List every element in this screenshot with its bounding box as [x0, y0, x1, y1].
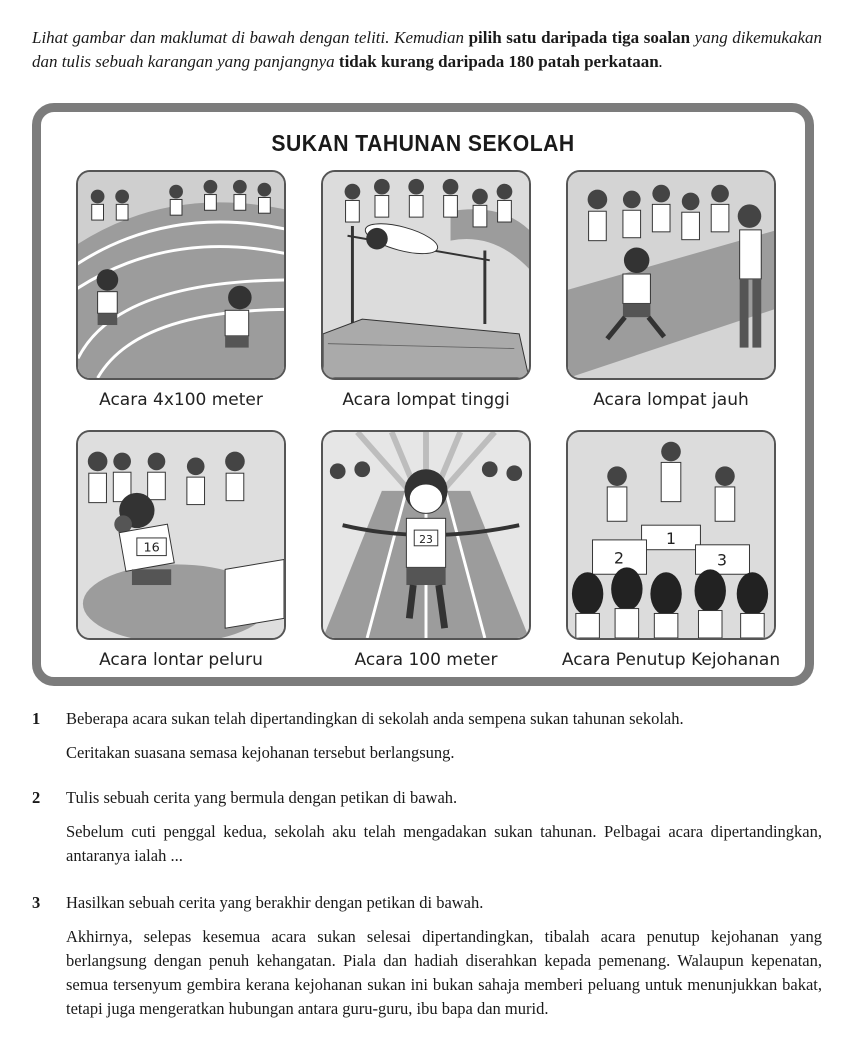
- question-detail: Ceritakan suasana semasa kejohanan tersebut berlangsung.: [66, 743, 455, 762]
- panel-caption: Acara Penutup Kejohanan: [561, 650, 781, 670]
- podium-number: 3: [717, 550, 728, 570]
- podium-number: 1: [666, 528, 676, 548]
- question-2: [32, 786, 822, 868]
- question-text: Beberapa acara sukan telah dipertandingkan di sekolah anda sempena sukan tahunan sekolah.: [66, 709, 684, 728]
- long-jump-drawing: [568, 172, 774, 378]
- podium-number: 2: [614, 548, 625, 568]
- high-jump-illustration: [321, 170, 531, 380]
- question-text: Hasilkan sebuah cerita yang berakhir dengan petikan di bawah.: [66, 893, 484, 912]
- relay-race-drawing: [78, 172, 284, 378]
- podium-ceremony-drawing: [568, 432, 774, 638]
- panel-caption: Acara lompat tinggi: [342, 390, 510, 410]
- question-1: [32, 707, 822, 765]
- instructions-text: yang dikemukakan dan tulis sebuah karangan yang panjangnya: [32, 28, 822, 71]
- high-jump-drawing: [323, 172, 529, 378]
- question-excerpt: Akhirnya, selepas kesemua acara sukan selesai dipertandingkan, tibalah acara penutup kejohanan yang berlangsung dengan penuh kehangatan. Piala dan hadiah diserahkan kepada pemenang. Walaupun kepenatan, semua tersenyum gembira kerana kejohanan sukan ini bukan sahaja memberi peluang untuk menunjukkan bakat, tetapi juga mengeratkan hubungan antara guru-guru, ibu bapa dan murid.: [66, 927, 822, 1018]
- panel-caption: Acara lontar peluru: [99, 650, 263, 670]
- instructions-text: Lihat gambar dan maklumat di bawah dengan teliti. Kemudian: [32, 28, 469, 47]
- shot-put-illustration: [76, 430, 286, 640]
- bib-number: 23: [419, 532, 433, 546]
- panel-caption: Acara 4x100 meter: [99, 390, 263, 410]
- panel-caption: Acara lompat jauh: [593, 390, 749, 410]
- question-number: 2: [32, 788, 41, 807]
- instructions-text: .: [658, 52, 663, 71]
- frame-title: SUKAN TAHUNAN SEKOLAH: [271, 130, 575, 156]
- instructions: [32, 26, 822, 74]
- question-text: Tulis sebuah cerita yang bermula dengan petikan di bawah.: [66, 788, 458, 807]
- instructions-emphasis: pilih satu daripada tiga soalan: [468, 28, 691, 47]
- sprint-finish-drawing: [323, 432, 529, 638]
- illustration-frame: [32, 103, 814, 686]
- question-number: 3: [32, 893, 41, 912]
- question-3: [32, 891, 822, 1021]
- long-jump-illustration: [566, 170, 776, 380]
- question-number: 1: [32, 709, 41, 728]
- panel-caption: Acara 100 meter: [354, 650, 498, 670]
- relay-race-illustration: [76, 170, 286, 380]
- podium-ceremony-illustration: [566, 430, 776, 640]
- sprint-finish-illustration: [321, 430, 531, 640]
- question-excerpt: Sebelum cuti penggal kedua, sekolah aku telah mengadakan sukan tahunan. Pelbagai acara dipertandingkan, antaranya ialah ...: [66, 822, 822, 865]
- bib-number: 16: [143, 540, 160, 556]
- shot-put-drawing: [78, 432, 284, 638]
- instructions-emphasis: tidak kurang daripada 180 patah perkataan: [338, 52, 659, 71]
